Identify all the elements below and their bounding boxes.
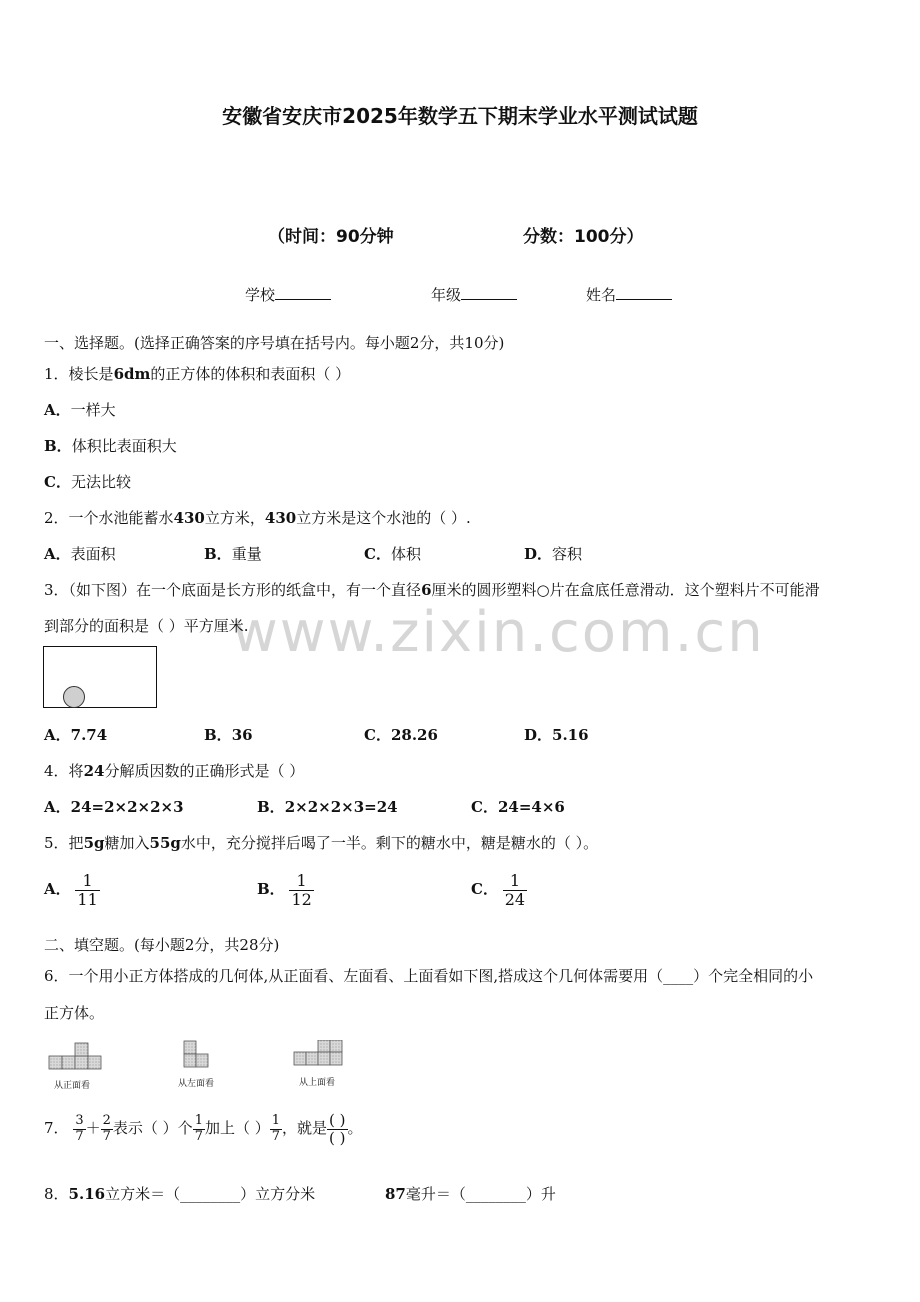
watermark: www.zixin.com.cn <box>232 600 765 665</box>
q3-option-c[interactable] <box>364 724 438 745</box>
option-text: 36 <box>231 726 253 744</box>
fraction-numerator: ( ) <box>329 1111 346 1129</box>
q2-value-2: 430 <box>264 509 297 527</box>
fraction <box>73 1114 85 1144</box>
option-text: 一样大 <box>70 401 116 419</box>
fraction <box>270 1114 282 1144</box>
school-blank[interactable] <box>275 285 331 300</box>
fraction <box>503 872 527 908</box>
q2-option-a[interactable] <box>44 543 116 564</box>
q2-text: 一个水池能蓄水 <box>68 509 174 527</box>
question-4 <box>44 760 304 781</box>
top-view-shape <box>294 1040 342 1065</box>
section2-heading: 二、填空题。(每小题2分，共28分) <box>44 936 280 954</box>
option-text: 28.26 <box>390 726 438 744</box>
exam-score: 分数：100分） <box>523 227 644 247</box>
q5-value-2: 55g <box>149 834 181 852</box>
q1-text: 棱长是 <box>68 365 114 383</box>
q4-option-b[interactable] <box>257 796 398 817</box>
left-view-shape <box>184 1041 208 1067</box>
q4-number: 4． <box>44 762 69 780</box>
fraction-denominator: 12 <box>291 889 312 909</box>
fraction-numerator: 2 <box>102 1113 111 1129</box>
left-view-caption: 从左面看 <box>178 1079 215 1089</box>
option-text: 容积 <box>552 545 583 563</box>
q6-line-2: 正方体。 <box>44 1004 105 1022</box>
option-label: A． <box>44 798 71 816</box>
name-field <box>586 284 672 305</box>
name-label: 姓名 <box>586 286 617 304</box>
fraction-numerator: 1 <box>503 872 527 891</box>
option-text: 体积 <box>390 545 421 563</box>
option-label: B． <box>257 798 285 816</box>
q1-value: 6dm <box>113 365 151 383</box>
fraction-denominator: 7 <box>75 1128 84 1144</box>
exam-time: （时间：90分钟 <box>268 227 394 247</box>
section1-heading: 一、选择题。(选择正确答案的序号填在括号内。每小题2分，共10分) <box>44 334 505 352</box>
school-field <box>245 284 331 305</box>
q5-number: 5． <box>44 834 69 852</box>
question-8 <box>44 1183 315 1204</box>
option-label: A． <box>44 880 71 899</box>
fraction-numerator: 1 <box>271 1113 281 1129</box>
option-label: C． <box>364 726 391 744</box>
q3-value: 6 <box>421 581 432 599</box>
option-label: C． <box>471 880 498 899</box>
question-6 <box>44 965 813 986</box>
q3-option-a[interactable] <box>44 724 107 745</box>
option-label: C． <box>44 473 71 491</box>
q8-value-1: 5.16 <box>68 1185 106 1203</box>
q7-text-1: 表示（ ）个 <box>112 1119 193 1137</box>
q3-option-d[interactable] <box>524 724 589 745</box>
q3-text: （如下图）在一个底面是长方形的纸盒中，有一个直径 <box>68 581 422 599</box>
q3-line-2: 到部分的面积是（ ）平方厘米. <box>44 617 249 635</box>
top-view-caption: 从上面看 <box>299 1078 336 1088</box>
grade-field <box>431 284 517 305</box>
q5-option-b[interactable] <box>257 872 314 908</box>
q2-option-c[interactable] <box>364 543 421 564</box>
plus-sign: ＋ <box>85 1119 101 1137</box>
fraction <box>289 872 313 908</box>
option-label: B． <box>44 437 72 455</box>
question-7 <box>44 1112 363 1146</box>
q4-option-c[interactable] <box>471 796 565 817</box>
fraction-denominator: ( ) <box>329 1128 346 1147</box>
q6-number: 6． <box>44 967 69 985</box>
option-label: B． <box>257 880 285 899</box>
front-view-caption: 从正面看 <box>54 1081 91 1091</box>
fraction-denominator: 7 <box>194 1128 203 1144</box>
front-view-shape <box>49 1043 101 1069</box>
answer-fraction[interactable] <box>327 1112 347 1146</box>
q5-text-end: 水中，充分搅拌后喝了一半。剩下的糖水中，糖是糖水的（ ）。 <box>180 834 599 852</box>
q4-text-end: 分解质因数的正确形式是（ ） <box>104 762 305 780</box>
option-text: 表面积 <box>70 545 116 563</box>
q5-option-c[interactable] <box>471 872 527 908</box>
fraction-denominator: 11 <box>77 889 98 909</box>
q1-number: 1． <box>44 365 69 383</box>
option-text: 体积比表面积大 <box>71 437 177 455</box>
school-label: 学校 <box>245 286 276 304</box>
q2-text-end: 立方米是这个水池的（ ）. <box>296 509 471 527</box>
option-text: 5.16 <box>552 726 589 744</box>
question-2 <box>44 507 471 528</box>
q5-text: 把 <box>68 834 84 852</box>
q2-number: 2． <box>44 509 69 527</box>
page-title: 安徽省安庆市2025年数学五下期末学业水平测试试题 <box>222 104 698 128</box>
option-text: 24=2×2×2×3 <box>70 798 184 816</box>
question-8-part-2 <box>385 1183 556 1204</box>
q4-option-a[interactable] <box>44 796 184 817</box>
q7-end: 。 <box>347 1119 363 1137</box>
fraction <box>75 872 99 908</box>
q7-number: 7． <box>44 1119 69 1137</box>
q5-option-a[interactable] <box>44 872 100 908</box>
q4-text: 将 <box>68 762 84 780</box>
fraction-numerator: 3 <box>75 1113 84 1129</box>
q6-text: 一个用小正方体搭成的几何体,从正面看、左面看、上面看如下图,搭成这个几何体需要用（____）个完全相同的小 <box>68 967 814 985</box>
question-3 <box>44 579 820 600</box>
option-label: A． <box>44 545 71 563</box>
grade-label: 年级 <box>431 286 462 304</box>
q3-option-b[interactable] <box>204 724 253 745</box>
question-1 <box>44 363 350 384</box>
q3-number: 3． <box>44 581 69 599</box>
name-blank[interactable] <box>616 285 672 300</box>
q8-value-2: 87 <box>385 1185 406 1203</box>
option-text: 24=4×6 <box>497 798 565 816</box>
q8-text-2: 毫升＝（________）升 <box>405 1185 556 1203</box>
q7-text-3: ，就是 <box>282 1119 328 1137</box>
option-text: 无法比较 <box>70 473 131 491</box>
option-text: 2×2×2×3=24 <box>284 798 398 816</box>
option-text: 7.74 <box>70 726 108 744</box>
q2-value-1: 430 <box>173 509 205 527</box>
q4-value: 24 <box>83 762 105 780</box>
fraction-denominator: 7 <box>271 1128 281 1144</box>
question-5 <box>44 832 598 853</box>
option-label: A． <box>44 726 71 744</box>
q2-text-mid: 立方米， <box>204 509 265 527</box>
fraction-numerator: 1 <box>75 872 99 891</box>
fraction-numerator: 1 <box>289 872 313 891</box>
q1-option-a[interactable] <box>44 399 116 420</box>
paper-box-outline <box>44 647 157 708</box>
q2-option-d[interactable] <box>524 543 582 564</box>
q7-text-2: 加上（ ） <box>204 1119 270 1137</box>
plastic-disc <box>64 687 85 708</box>
fraction <box>101 1114 113 1144</box>
fraction-numerator: 1 <box>194 1113 203 1129</box>
q8-number: 8． <box>44 1185 69 1203</box>
q5-text-mid: 糖加入 <box>104 834 150 852</box>
q8-text-1: 立方米＝（________）立方分米 <box>105 1185 316 1203</box>
option-label: D． <box>524 726 553 744</box>
box-with-disc-figure <box>43 646 158 710</box>
option-label: C． <box>364 545 391 563</box>
q1-text-end: 的正方体的体积和表面积（ ） <box>150 365 351 383</box>
q1-option-b[interactable] <box>44 435 177 456</box>
q1-option-c[interactable] <box>44 471 131 492</box>
q5-value-1: 5g <box>83 834 105 852</box>
option-label: D． <box>524 545 553 563</box>
grade-blank[interactable] <box>461 285 517 300</box>
q2-option-b[interactable] <box>204 543 262 564</box>
option-label: A． <box>44 401 71 419</box>
option-text: 重量 <box>231 545 262 563</box>
fraction-denominator: 7 <box>102 1128 111 1144</box>
fraction <box>193 1114 205 1144</box>
option-label: B． <box>204 726 232 744</box>
fraction-denominator: 24 <box>504 889 526 909</box>
option-label: C． <box>471 798 498 816</box>
q3-text-end: 厘米的圆形塑料○片在盒底任意滑动．这个塑料片不可能滑 <box>431 581 820 599</box>
option-label: B． <box>204 545 232 563</box>
